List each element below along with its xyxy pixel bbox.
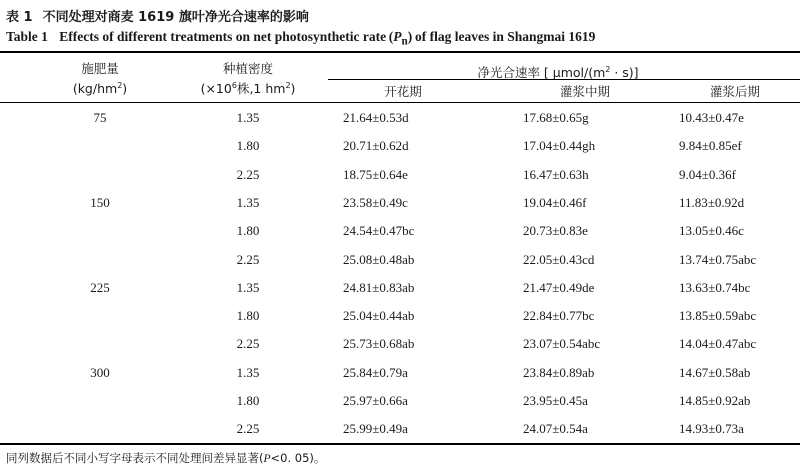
header-late-filling-stage: 灌浆后期 [709,84,760,99]
table-row [0,217,800,244]
table-footnote: 同列数据后不同小写字母表示不同处理间差异显著(P<0. 05)。 [6,451,326,465]
table-label-cn: 表 1 [6,10,33,25]
header-density-line1: 种植密度 [222,61,273,76]
cell-late-filling: 14.85±0.92ab [679,393,751,408]
cell-mid-filling: 22.05±0.43cd [523,251,595,267]
cell-mid-filling: 17.68±0.65g [523,110,589,125]
cell-late-filling: 10.43±0.47e [679,110,744,125]
table-row [0,132,800,159]
cell-late-filling: 9.84±0.85ef [679,138,742,154]
cell-flowering: 25.99±0.49a [343,421,408,437]
cell-density: 1.35 [236,279,260,295]
table-row [0,274,800,301]
cell-density: 2.25 [236,166,260,182]
cell-flowering: 18.75±0.64e [343,166,408,182]
cell-density: 1.80 [236,393,260,408]
cell-flowering: 23.58±0.49c [343,194,408,210]
table-top-rule [0,51,800,53]
cell-fertilizer [70,161,130,188]
cell-mid-filling: 17.04±0.44gh [523,138,596,154]
cell-fertilizer [70,330,130,357]
cell-late-filling: 13.63±0.74bc [679,279,751,295]
cell-late-filling: 14.93±0.73a [679,421,744,437]
table-bottom-rule [0,443,800,445]
table-row [0,104,800,131]
cell-fertilizer [70,387,130,414]
header-fertilizer-line2: $(kg/hm^2)$ [72,81,128,97]
table-row [0,415,800,442]
cell-mid-filling: 19.04±0.46f [523,194,587,210]
cell-late-filling: 13.74±0.75abc [679,251,757,267]
header-density [180,60,316,97]
cell-density: 2.25 [236,336,260,352]
cell-late-filling: 13.05±0.46c [679,223,744,239]
title-en-subscript: n [401,35,408,48]
cell-fertilizer: 150 [90,194,110,210]
header-density-line2: ($\times 10^6$株,1 $hm^2$) [200,81,296,97]
title-cn-suffix: 旗叶净光合速率的影响 [178,10,309,25]
cell-fertilizer [70,217,130,244]
cell-late-filling: 14.67±0.58ab [679,364,751,380]
header-fertilizer-line1: 施肥量 [81,61,119,76]
cell-density: 2.25 [236,421,260,437]
cell-late-filling: 14.04±0.47abc [679,336,757,352]
table-row [0,302,800,329]
cell-density: 2.25 [236,251,260,267]
header-flowering-stage: 开花期 [384,84,422,99]
cell-fertilizer [70,415,130,442]
cell-fertilizer [70,132,130,159]
cell-mid-filling: 23.95±0.45a [523,393,588,408]
header-bottom-rule [0,102,800,103]
cell-mid-filling: 20.73±0.83e [523,223,588,239]
cell-fertilizer [70,246,130,273]
cell-flowering: 24.81±0.83ab [343,279,415,295]
cell-density: 1.80 [236,138,260,154]
table-title-chinese [6,6,309,25]
table-row [0,246,800,273]
cell-mid-filling: 21.47±0.49de [523,279,595,295]
table-row [0,161,800,188]
cell-late-filling: 11.83±0.92d [679,194,745,210]
cell-fertilizer: 225 [90,279,110,295]
title-en-variable: P [393,29,402,44]
table-row [0,359,800,386]
cell-flowering: 25.73±0.68ab [343,336,415,352]
header-mid-filling-stage: 灌浆中期 [559,84,610,99]
header-fertilizer [60,60,140,97]
cell-density: 1.80 [236,223,260,239]
cell-flowering: 24.54±0.47bc [343,223,415,239]
table-title-english [6,29,595,48]
cell-late-filling: 9.04±0.36f [679,166,736,182]
cell-late-filling: 13.85±0.59abc [679,308,757,324]
cell-flowering: 21.64±0.53d [343,110,409,125]
cell-density: 1.80 [236,308,260,324]
table-row [0,387,800,414]
header-group-rule [328,79,800,80]
cell-flowering: 25.04±0.44ab [343,308,415,324]
cell-flowering: 20.71±0.62d [343,138,409,154]
cell-density: 1.35 [236,110,260,125]
cell-flowering: 25.97±0.66a [343,393,408,408]
cell-fertilizer: 300 [90,364,110,380]
cell-density: 1.35 [236,194,260,210]
cell-fertilizer: 75 [93,110,107,125]
table-row [0,330,800,357]
title-en-text-a: Effects of different treatments on net photosynthetic rate ( [59,29,394,44]
cell-mid-filling: 23.07±0.54abc [523,336,601,352]
cell-mid-filling: 22.84±0.77bc [523,308,595,324]
title-cn-variety-number: 1619 [138,10,175,25]
cell-flowering: 25.84±0.79a [343,364,408,380]
header-net-photosynthetic-rate: 净光合速率 [ μmol/$(m^2 \cdot s)$] [477,65,639,81]
cell-density: 1.35 [236,364,260,380]
cell-fertilizer [70,302,130,329]
title-en-text-b: ) of flag leaves in Shangmai 1619 [407,29,596,44]
cell-flowering: 25.08±0.48ab [343,251,415,267]
table-row [0,189,800,216]
cell-mid-filling: 23.84±0.89ab [523,364,595,380]
cell-mid-filling: 24.07±0.54a [523,421,588,437]
title-cn-prefix: 不同处理对商麦 [42,10,134,25]
cell-mid-filling: 16.47±0.63h [523,166,589,182]
table-label-en: Table 1 [6,29,48,44]
